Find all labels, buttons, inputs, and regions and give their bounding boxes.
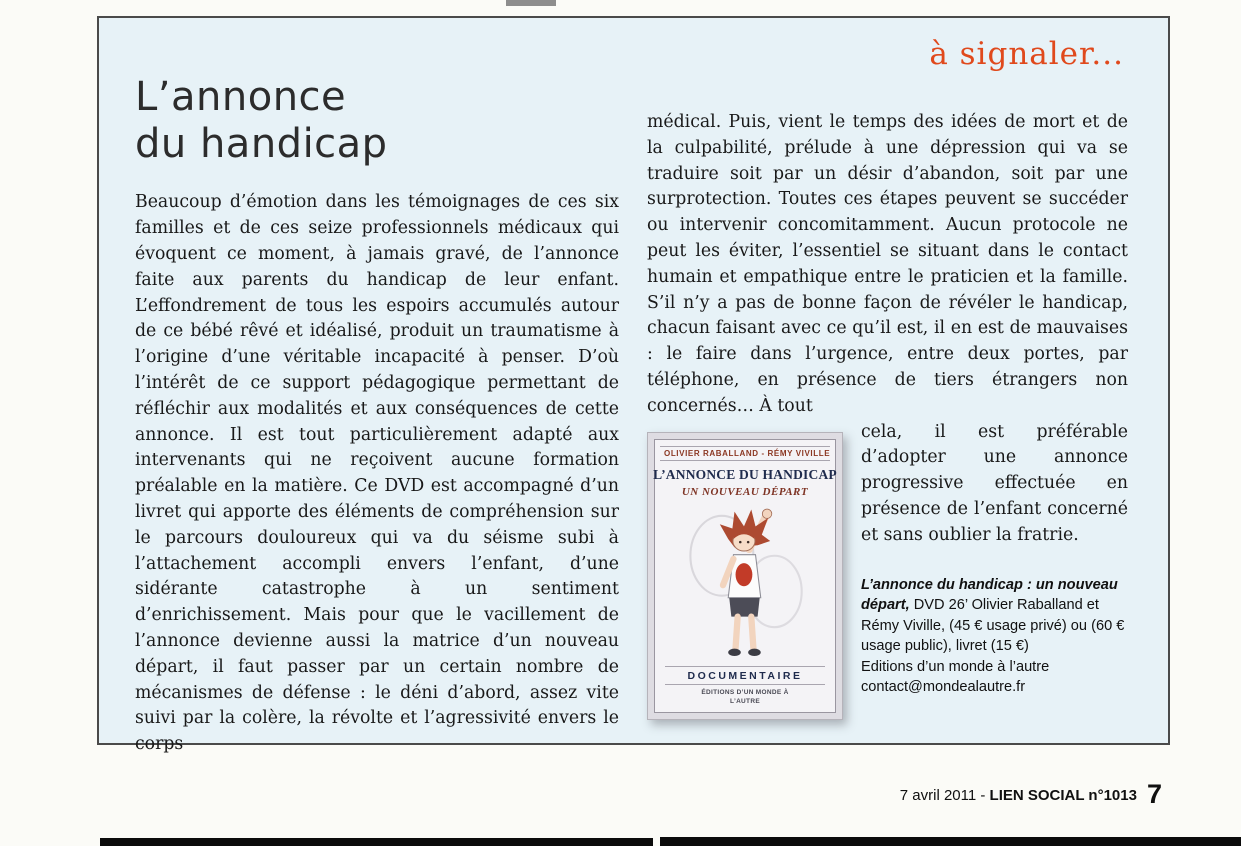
article-title-line2: du handicap [135,121,388,168]
article-text-left: Beaucoup d’émotion dans les témoignages de ces six familles et de ces seize professionnels médicaux qui évoquent ce moment, à jamais gravé, de l’annonce faite aux parents du handicap de leur enfant. L’effondrement de tous les espoirs accumulés autour de ce bébé rêvé et idéalisé, produit un traumatisme à l’origine d’une véritable incapacité à penser. D’où l’intérêt de ce support pédagogique permettant de réfléchir aux modalités et aux conséquences de cette annonce. Il est tout particulièrement adapté aux intervenants qui ne reçoivent aucune formation préalable en la matière. Ce DVD est accompagné d’un livret qui apporte des éléments de compréhension sur le parcours douloureux qui va du séisme subi à l’attachement accompli envers l’enfant, d’une sidérante catastrophe à un sentiment d’enrichissement. Mais pour que le vacillement de l’annonce devienne aussi la matrice d’un nouveau départ, il faut passer par un certain nombre de mécanismes de défense : le déni d’abord, assez vite suivi par la colère, la révolte et l’agressivité envers le corps [135,192,619,755]
dvd-publisher-logo: ÉDITIONS D’UN MONDE À L’AUTRE [701,689,789,705]
scan-artifact-top [506,0,556,6]
dvd-cover [647,432,843,720]
article-title-line1: L’annonce [135,74,347,120]
left-column [135,18,619,755]
footer-magazine-title: LIEN SOCIAL n°1013 [989,787,1137,804]
dvd-illustration [660,498,830,666]
scan-artifact-bottom-right [660,837,1241,846]
right-column [647,18,1128,743]
article-columns [135,18,1128,755]
scan-artifact-bottom-left [100,838,653,846]
girl-drawing-icon [682,503,808,661]
citation-title: L’annonce du handicap : un nouveau départ, [861,576,1118,614]
footer-page-number: 7 [1146,779,1162,809]
citation-publisher: Editions d’un monde à l’autre [861,658,1050,675]
dvd-genre: DOCUMENTAIRE [665,666,825,685]
section-label: à signaler... [929,36,1124,72]
dvd-authors: OLIVIER RABALLAND - RÉMY VIVILLE [660,446,830,461]
page-footer [900,779,1162,810]
dvd-cover-inner [654,439,836,713]
citation-details: DVD 26’ Olivier Raballand et Rémy Viville, (45 € usage privé) ou (60 € usage public), livret (15 €) [861,597,1125,655]
article-title [135,74,619,168]
article-panel [97,16,1170,755]
footer-date: 7 avril 2011 - [899,787,990,804]
dvd-subtitle: UN NOUVEAU DÉPART [681,485,809,498]
citation-contact: contact@mondealautre.fr [861,679,1026,696]
article-text-right-part1: médical. Puis, vient le temps des idées de mort et de la culpabilité, prélude à une dépression qui va se traduire soit par un désir d’abandon, soit par une surprotection. Toutes ces étapes peuvent se succéder ou intervenir concomitamment. Aucun protocole ne peut les éviter, l’essentiel se situant dans le contact humain et empathique entre le praticien et la famille. S’il n’y a pas de bonne façon de révéler le handicap, chacun faisant avec ce qu’il est, il en est de mauvaises : le faire dans l’urgence, entre deux portes, par téléphone, en présence de tiers étrangers non concernés… À tout [647,112,1128,416]
article-text-right-part2: cela, il est préférable d’adopter une annonce progressive effectuée en présence de l’enfant concerné et sans oublier la fratrie. [861,421,1128,545]
dvd-title: L’ANNONCE DU HANDICAP [653,466,837,482]
